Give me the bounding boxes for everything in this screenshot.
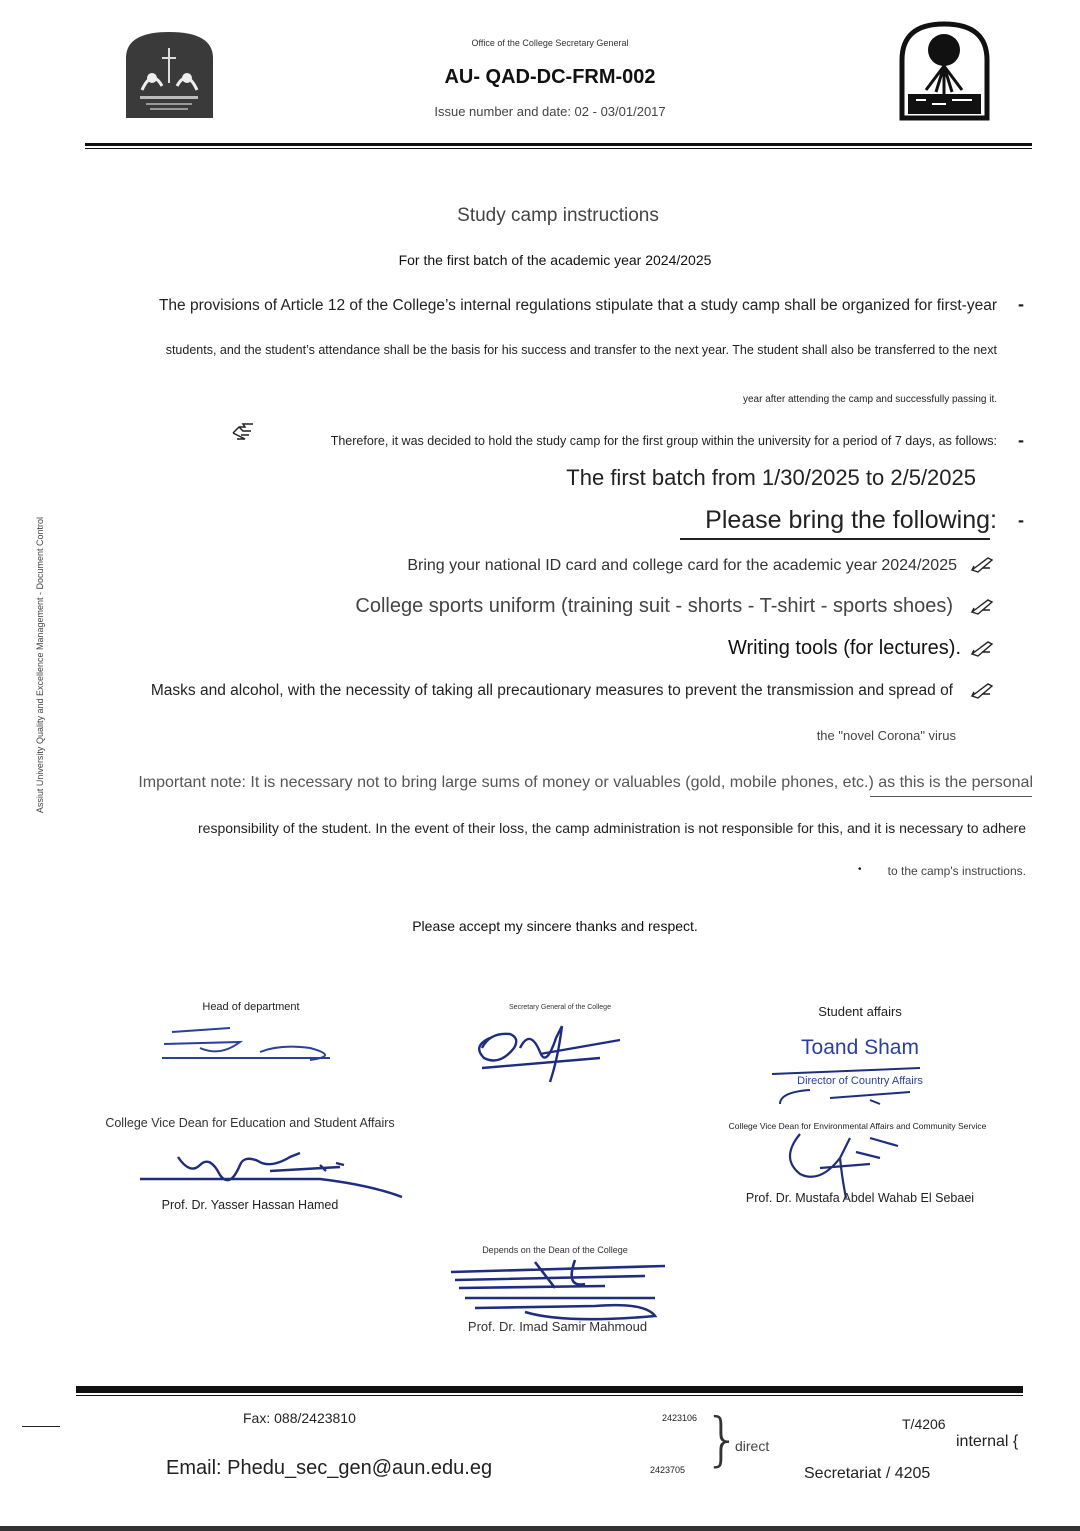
university-logo [896, 20, 993, 122]
margin-tick [22, 1426, 60, 1427]
side-document-control-text: Assiut University Quality and Excellence Management - Document Control [35, 516, 45, 814]
bottom-edge [0, 1526, 1080, 1531]
writing-hand-icon [970, 554, 994, 579]
pointing-hand-icon [231, 421, 257, 448]
note-line2: responsibility of the student. In the event of their loss, the camp administration is not responsible for this, and it is necessary to adhere [198, 820, 1026, 836]
footer-brace: } [704, 1405, 741, 1473]
dean-name: Prof. Dr. Imad Samir Mahmoud [467, 1319, 648, 1334]
office-label: Office of the College Secretary General [471, 38, 629, 48]
bring-heading-dash: - [1018, 510, 1024, 530]
student-affairs-label: Student affairs [818, 1004, 902, 1019]
footer-phone-2: 2423705 [650, 1465, 686, 1475]
vice-dean-environment-label: College Vice Dean for Environmental Affairs and Community Service [728, 1121, 987, 1131]
bring-item-sports-uniform: College sports uniform (training suit - shorts - T-shirt - sports shoes) [355, 595, 953, 617]
writing-hand-icon [970, 596, 994, 621]
para1-line1: The provisions of Article 12 of the College’s internal regulations stipulate that a study camp shall be organized for first-year [158, 297, 997, 314]
para1-dash: - [1018, 294, 1024, 314]
bring-heading: Please bring the following: [705, 506, 997, 534]
handwritten-title: Director of Country Affairs [797, 1075, 923, 1087]
bring-heading-underline [680, 538, 990, 540]
footer-internal: internal { [956, 1433, 1019, 1450]
head-of-department-label: Head of department [202, 1001, 300, 1013]
writing-hand-icon [970, 638, 994, 663]
student-affairs-signature [770, 1064, 930, 1113]
header-rule [85, 143, 1032, 146]
writing-hand-icon [970, 680, 994, 705]
footer-phone-1: 2423106 [662, 1413, 698, 1423]
issue-number: Issue number and date: 02 - 03/01/2017 [434, 104, 666, 119]
head-of-department-signature [160, 1022, 340, 1072]
para1-line2: students, and the student’s attendance shall be the basis for his success and transfer to the next year. The student shall also be transferred to the next [165, 343, 997, 357]
handwritten-name: Toand Sham [801, 1036, 919, 1059]
bring-item-id-card: Bring your national ID card and college card for the academic year 2024/2025 [407, 557, 957, 574]
page-title: Study camp instructions [457, 205, 659, 226]
bring-item-masks-continued: the "novel Corona" virus [816, 728, 956, 743]
batch-dates: The first batch from 1/30/2025 to 2/5/2025 [566, 465, 976, 490]
header-rule-thin [85, 148, 1032, 149]
note-line1: Important note: It is necessary not to bring large sums of money or valuables (gold, mobile phones, etc.) as this is the personal [138, 774, 1033, 791]
secretary-general-signature [470, 1018, 635, 1093]
note-bullet: • [858, 864, 862, 875]
para1-line3: year after attending the camp and successfully passing it. [742, 394, 997, 405]
bring-item-masks: Masks and alcohol, with the necessity of taking all precautionary measures to prevent the transmission and spread of [150, 682, 953, 699]
dean-signature [445, 1258, 675, 1328]
closing-thanks: Please accept my sincere thanks and respect. [412, 918, 698, 934]
footer-rule [76, 1386, 1023, 1393]
footer-rule-thin [76, 1395, 1023, 1396]
bring-item-writing-tools: Writing tools (for lectures). [727, 637, 961, 659]
para2-text: Therefore, it was decided to hold the study camp for the first group within the university for a period of 7 days, as follows: [330, 434, 997, 448]
vice-dean-education-name: Prof. Dr. Yasser Hassan Hamed [161, 1198, 339, 1212]
college-logo [122, 28, 217, 120]
page-subtitle: For the first batch of the academic year 2024/2025 [398, 252, 712, 268]
secretary-general-label: Secretary General of the College [509, 1004, 611, 1011]
dean-label: Depends on the Dean of the College [482, 1245, 628, 1255]
note-underline [870, 796, 1032, 797]
footer-direct: direct [735, 1438, 770, 1454]
para2-dash: - [1018, 430, 1024, 450]
form-code: AU- QAD-DC-FRM-002 [444, 66, 656, 88]
vice-dean-environment-name: Prof. Dr. Mustafa Abdel Wahab El Sebaei [745, 1191, 975, 1205]
note-line3: to the camp's instructions. [887, 864, 1026, 878]
footer-secretariat: Secretariat / 4205 [804, 1465, 931, 1482]
vice-dean-education-label: College Vice Dean for Education and Student Affairs [105, 1116, 395, 1130]
footer-fax: Fax: 088/2423810 [243, 1410, 356, 1426]
footer-extension: T/4206 [902, 1416, 946, 1432]
footer-email: Email: Phedu_sec_gen@aun.edu.eg [166, 1457, 493, 1479]
